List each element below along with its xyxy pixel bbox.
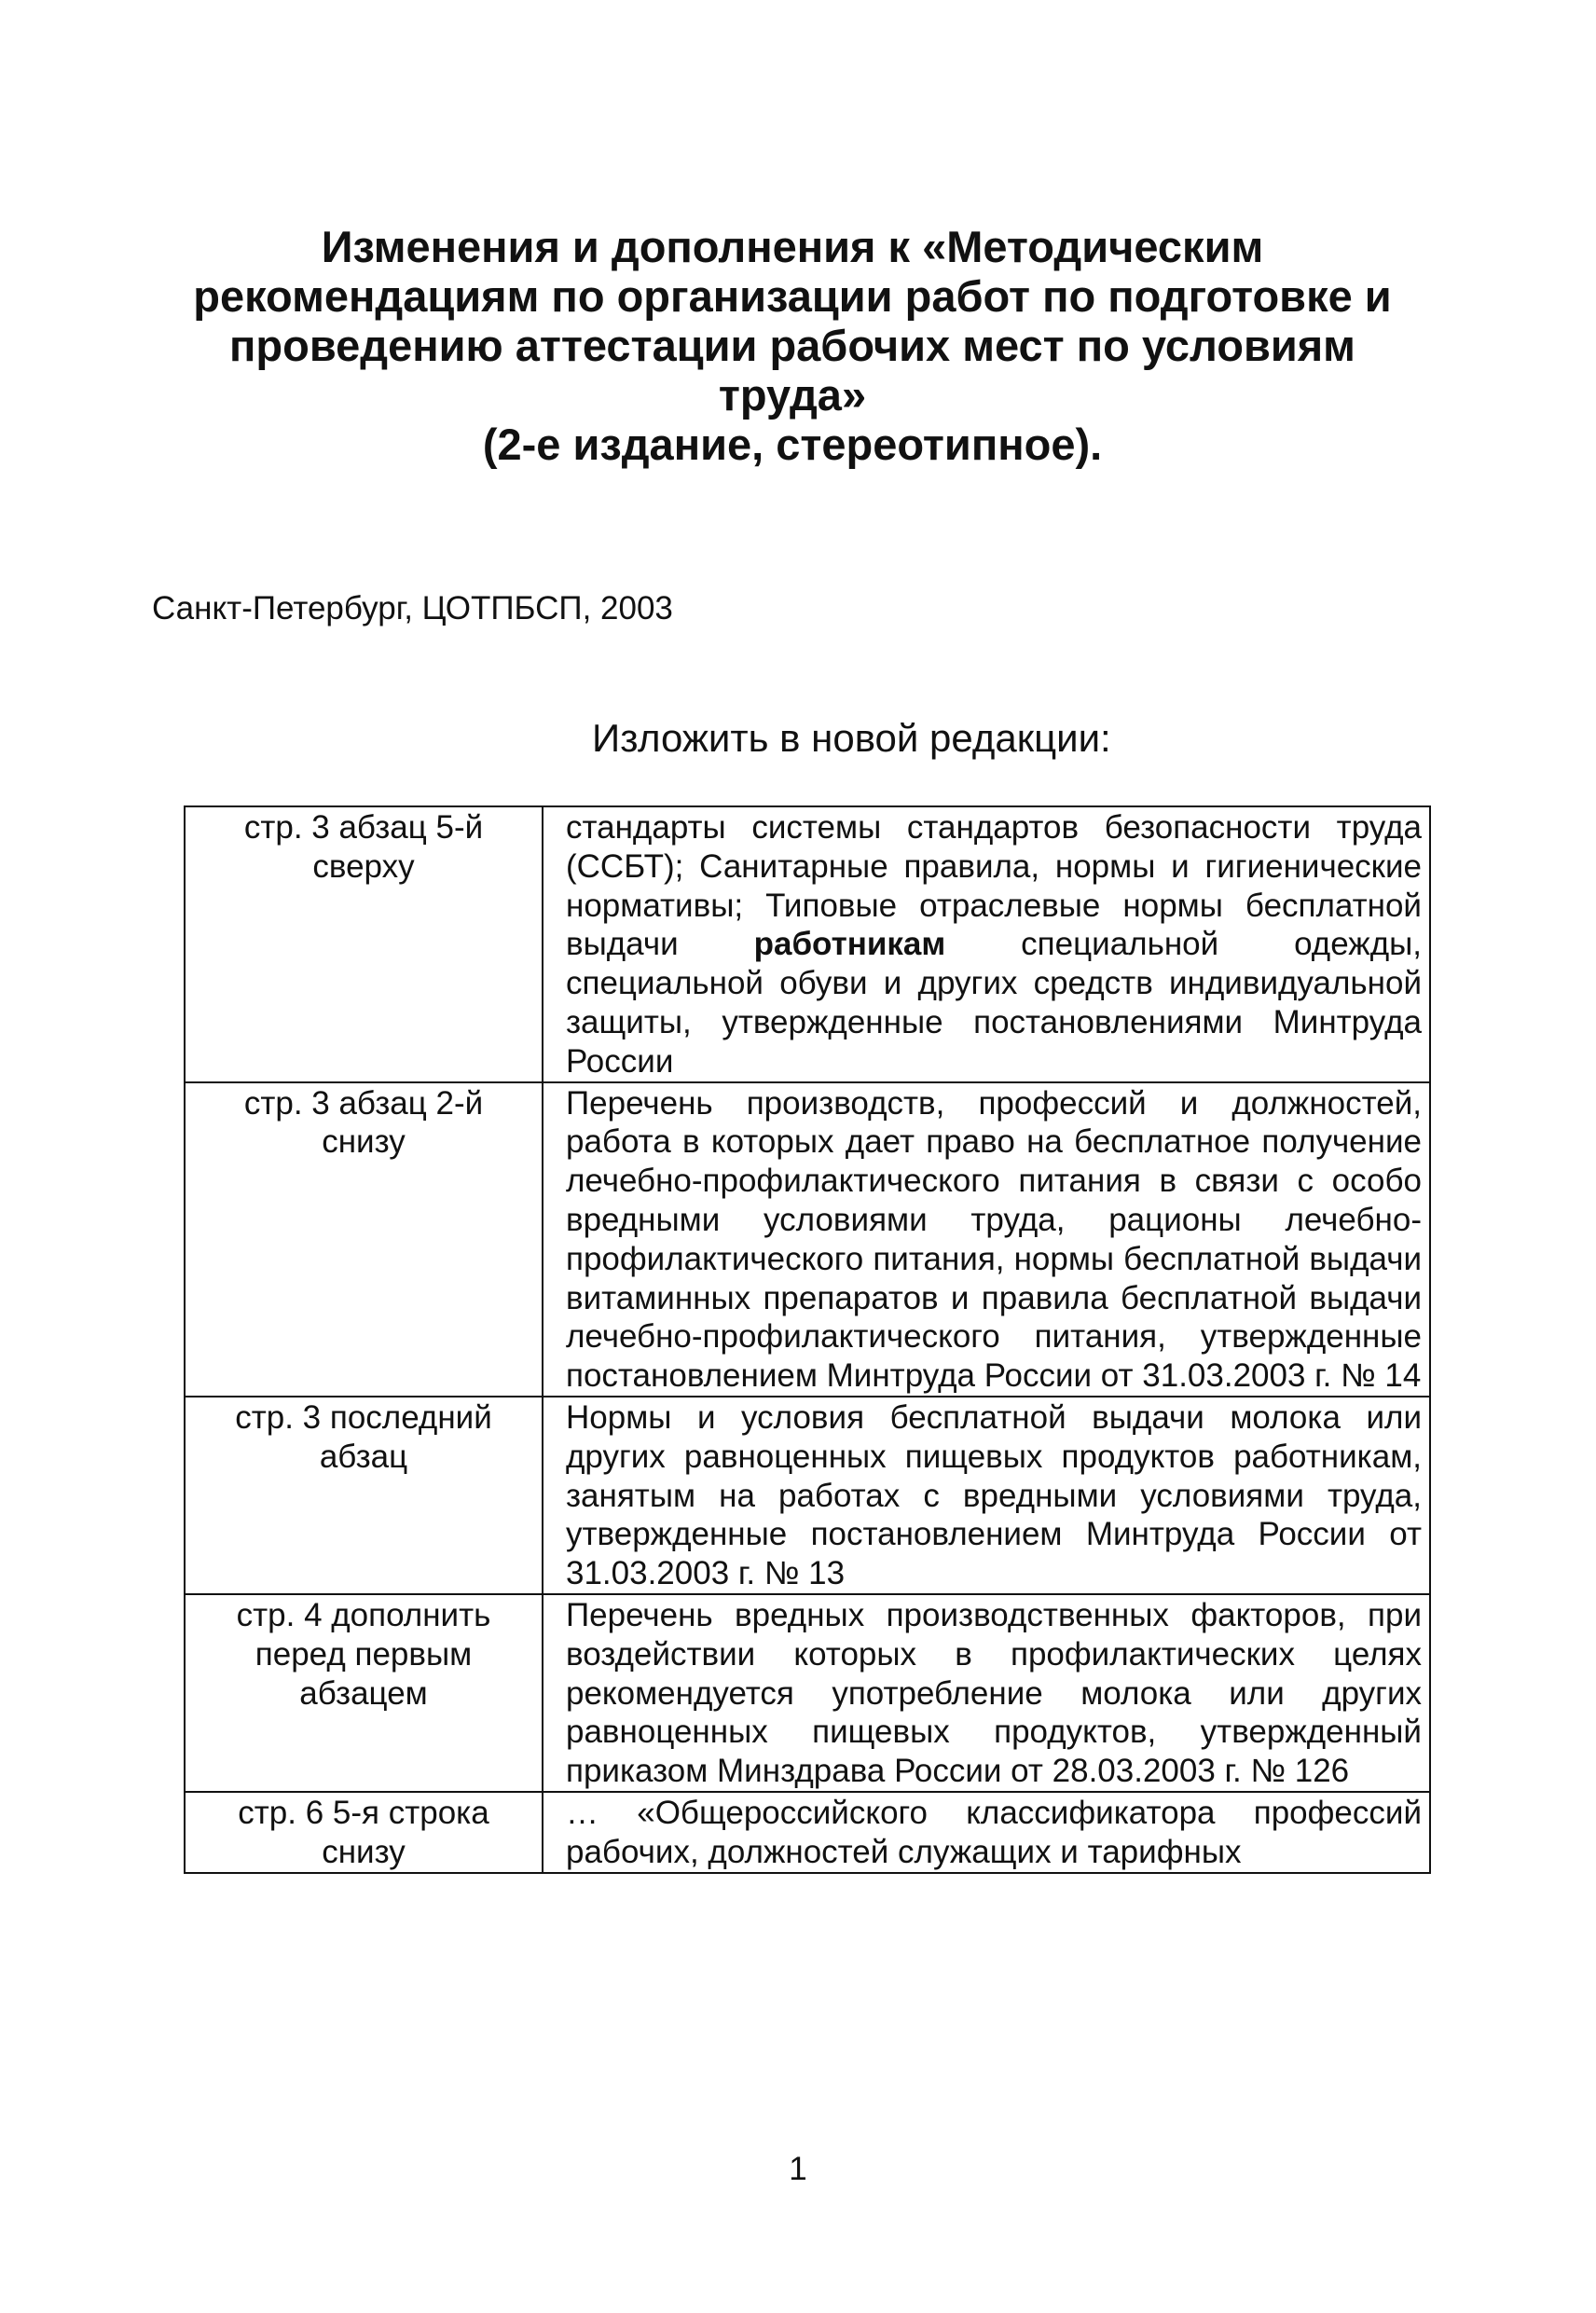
- location-cell: стр. 3 абзац 5-й сверху: [185, 806, 543, 1082]
- table-row: [185, 806, 1430, 1082]
- amendments-table: [184, 805, 1431, 1874]
- text-fragment: стандарты системы стандартов безопасности труда (ССБТ); Санитарные правила, нормы и гигиенические нормативы; Типовые отраслевые нормы бесплатной выдачи: [566, 809, 1422, 963]
- title-line: Изменения и дополнения к «Методическим: [321, 222, 1264, 271]
- location-cell: [185, 1792, 543, 1873]
- replacement-text-cell: [543, 1792, 1430, 1873]
- table-row: [185, 1082, 1430, 1397]
- replacement-text-cell: Перечень производств, профессий и должностей, работа в которых дает право на бесплатное получение лечебно-профилактического питания в связи с особо вредными условиями труда, рационы лечебно-профилактического питания, нормы бесплатной выдачи витаминных препаратов и правила бесплатной выдачи лечебно-профилактического питания, утвержденные постановлением Минтруда России от 31.03.2003 г. № 14: [543, 1082, 1430, 1397]
- title-line: рекомендациям по организации работ по подготовке и: [193, 271, 1392, 321]
- title-line: (2-е издание, стереотипное).: [482, 420, 1103, 469]
- table-row: [185, 1397, 1430, 1594]
- replacement-text-cell: Перечень вредных производственных факторов, при воздействии которых в профилактических целях рекомендуется употребление молока или других равноценных пищевых продуктов, утвержденный приказом Минздрава России от 28.03.2003 г. № 126: [543, 1594, 1430, 1792]
- bold-word: работникам: [753, 926, 946, 963]
- page-number: 1: [789, 2151, 807, 2187]
- table-row: [185, 1594, 1430, 1792]
- location-cell: стр. 3 абзац 2-й снизу: [185, 1082, 543, 1397]
- replacement-text-cell: Нормы и условия бесплатной выдачи молока или других равноценных пищевых продуктов работникам, занятым на работах с вредными условиями труда, утвержденные постановлением Минтруда России от 31.03.2003 г. № 13: [543, 1397, 1430, 1594]
- title-line: проведению аттестации рабочих мест по условиям: [229, 321, 1355, 370]
- replacement-text: … «Общероссийского классификатора профессий рабочих, должностей служащих и тарифных: [566, 1794, 1422, 1870]
- section-heading: Изложить в новой редакции:: [592, 716, 1111, 760]
- text-fragment: специальной одежды, специальной обуви и других средств индивидуальной защиты, утвержденные постановлениями Минтруда России: [566, 926, 1422, 1080]
- document-title: [140, 222, 1445, 469]
- title-line: труда»: [718, 370, 867, 420]
- publisher-info: Санкт-Петербург, ЦОТПБСП, 2003: [152, 590, 673, 626]
- replacement-text-cell: [543, 806, 1430, 1082]
- location-text: стр. 6 5-я строка снизу: [238, 1794, 489, 1870]
- table-row: [185, 1792, 1430, 1873]
- location-cell: стр. 3 последний абзац: [185, 1397, 543, 1594]
- location-cell: стр. 4 дополнить перед первым абзацем: [185, 1594, 543, 1792]
